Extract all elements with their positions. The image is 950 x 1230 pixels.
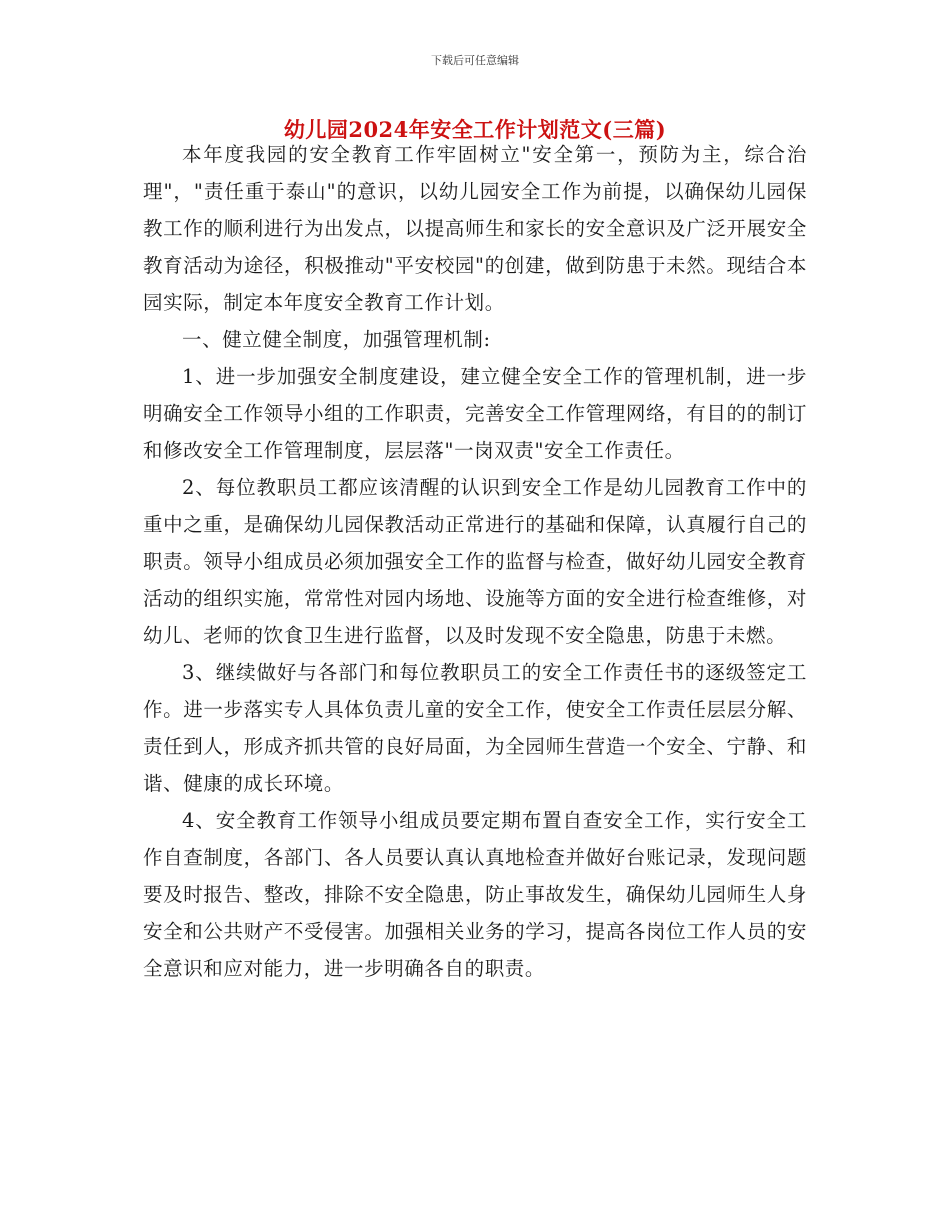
header-note: 下载后可任意编辑: [431, 54, 519, 67]
paragraph-item-1: 1、进一步加强安全制度建设，建立健全安全工作的管理机制，进一步明确安全工作领导小组的工作职责，完善安全工作管理网络，有目的的制订和修改安全工作管理制度，层层落"一岗双责"安全工作责任。: [143, 365, 807, 462]
document-title: 幼儿园2024年安全工作计划范文(三篇): [283, 117, 667, 142]
paragraph-item-4: 4、安全教育工作领导小组成员要定期布置自查安全工作，实行安全工作自查制度，各部门、各人员要认真认真地检查并做好台账记录，发现问题要及时报告、整改，排除不安全隐患，防止事故发生，确保幼儿园师生人身安全和公共财产不受侵害。加强相关业务的学习，提高各岗位工作人员的安全意识和应对能力，进一步明确各自的职责。: [143, 809, 807, 980]
section-heading-1: 一、健立健全制度，加强管理机制:: [182, 328, 491, 351]
paragraph-item-3: 3、继续做好与各部门和每位教职员工的安全工作责任书的逐级签定工作。进一步落实专人具体负责儿童的安全工作，使安全工作责任层层分解、责任到人，形成齐抓共管的良好局面，为全园师生营造一个安全、宁静、和谐、健康的成长环境。: [143, 661, 807, 795]
paragraph-item-2: 2、每位教职员工都应该清醒的认识到安全工作是幼儿园教育工作中的重中之重，是确保幼儿园保教活动正常进行的基础和保障，认真履行自己的职责。领导小组成员必须加强安全工作的监督与检查，做好幼儿园安全教育活动的组织实施，常常性对园内场地、设施等方面的安全进行检查维修，对幼儿、老师的饮食卫生进行监督，以及时发现不安全隐患，防患于未燃。: [143, 476, 807, 647]
document-body: [143, 136, 807, 987]
paragraph-intro: 本年度我园的安全教育工作牢固树立"安全第一，预防为主，综合治理"，"责任重于泰山"的意识，以幼儿园安全工作为前提，以确保幼儿园保教工作的顺利进行为出发点，以提高师生和家长的安全意识及广泛开展安全教育活动为途径，积极推动"平安校园"的创建，做到防患于未然。现结合本园实际，制定本年度安全教育工作计划。: [143, 143, 807, 314]
